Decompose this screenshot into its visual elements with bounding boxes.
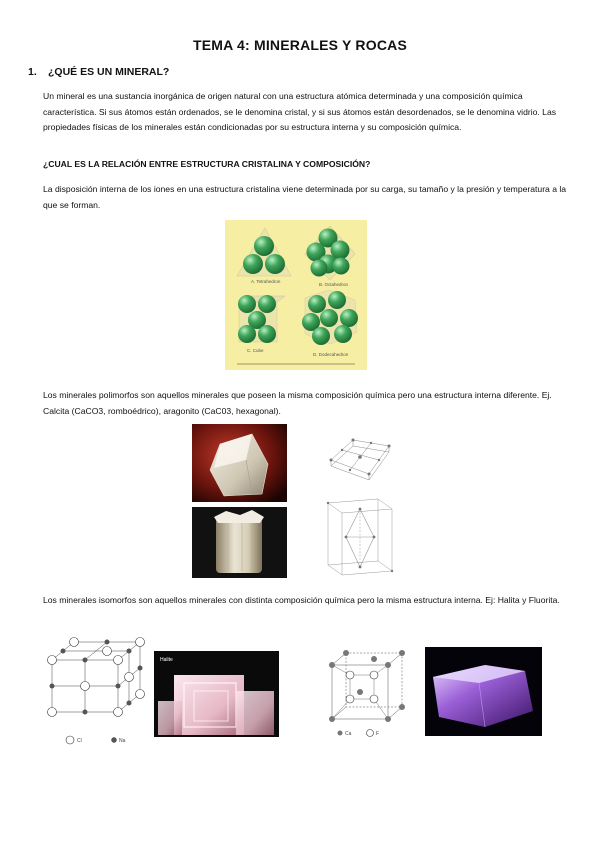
label-cube: C. Cube bbox=[247, 348, 264, 353]
halite-illustration bbox=[154, 651, 279, 737]
fluorite-lattice-diagram bbox=[326, 647, 414, 739]
section-heading bbox=[28, 66, 169, 78]
aragonite-structure-diagram bbox=[318, 495, 403, 580]
halite-lattice-drawing bbox=[44, 636, 148, 748]
isomorph-paragraph: Los minerales isomorfos son aquellos minerales con distinta composición química pero la misma estructura interna. Ej: Halita y Fluorita. bbox=[43, 595, 560, 605]
legend-sodium-label: Na bbox=[119, 738, 126, 744]
fluorite-lattice-drawing bbox=[326, 647, 414, 739]
sphere-packing-illustration bbox=[225, 220, 367, 370]
aragonite-photo bbox=[192, 507, 287, 578]
legend-fluorine-symbol bbox=[367, 730, 374, 737]
page-title: TEMA 4: MINERALES Y ROCAS bbox=[193, 37, 407, 53]
halite-lattice-diagram bbox=[44, 636, 148, 748]
aragonite-lattice-drawing bbox=[318, 495, 403, 580]
legend-calcium-symbol bbox=[338, 731, 343, 736]
halite-photo bbox=[154, 651, 279, 737]
mineral-definition-paragraph: Un mineral es una sustancia inorgánica de origen natural con una estructura atómica determinada y una composición química característica. Si sus átomos están ordenados, se le denomina cristal, y si sus átomos están desordenados, se le denomina vidrio. Las propiedades físicas de los minerales están condicionadas por su estructura interna y su composición química. bbox=[43, 91, 557, 132]
calcite-structure-diagram bbox=[323, 430, 398, 490]
legend-calcium-label: Ca bbox=[345, 731, 352, 737]
figure-credit-line bbox=[237, 363, 355, 365]
aragonite-illustration bbox=[192, 507, 287, 578]
halite-photo-label: Halite bbox=[160, 657, 173, 663]
legend-chloride-label: Cl bbox=[77, 738, 82, 744]
label-dodecahedron: D. Dodecahedron bbox=[313, 352, 349, 357]
legend-sodium-symbol bbox=[112, 738, 117, 743]
legend-chloride-symbol bbox=[66, 736, 74, 744]
legend-fluorine-label: F bbox=[376, 731, 380, 737]
fluorite-illustration bbox=[425, 647, 542, 736]
calcite-photo bbox=[192, 424, 287, 502]
section-number: 1. bbox=[28, 66, 37, 78]
section-heading-text: ¿QUÉ ES UN MINERAL? bbox=[48, 66, 170, 78]
label-tetrahedron: A. Tetrahedron bbox=[251, 279, 281, 284]
sphere-packing-figure bbox=[225, 220, 367, 370]
calcite-lattice-drawing bbox=[323, 430, 398, 490]
fluorite-photo bbox=[425, 647, 542, 736]
label-octahedron: B. Octahedron bbox=[319, 282, 349, 287]
polymorph-paragraph: Los minerales polimorfos son aquellos minerales que poseen la misma composición química pero una estructura interna diferente. Ej. Calcita (CaCO3, romboédrico), aragonito (CaC03, hexagonal). bbox=[43, 390, 552, 416]
calcite-illustration bbox=[192, 424, 287, 502]
crystal-structure-paragraph: La disposición interna de los iones en una estructura cristalina viene determinada por su carga, su tamaño y la presión y temperatura a la que se forman. bbox=[43, 184, 567, 210]
subsection-heading: ¿CUAL ES LA RELACIÓN ENTRE ESTRUCTURA CRISTALINA Y COMPOSICIÓN? bbox=[43, 159, 371, 169]
